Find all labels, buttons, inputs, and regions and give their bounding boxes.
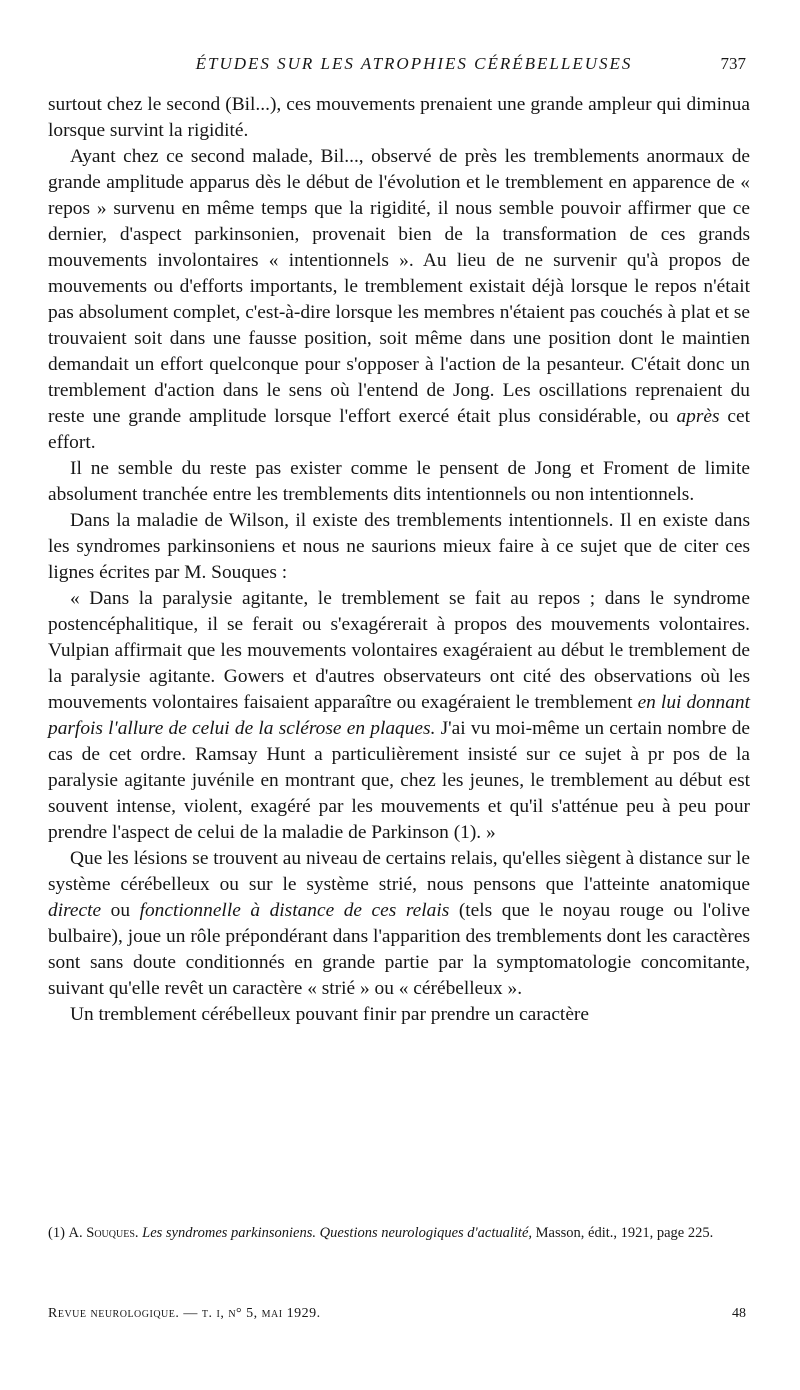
running-title: ÉTUDES SUR LES ATROPHIES CÉRÉBELLEUSES	[195, 54, 633, 73]
footnote-author: A. Souques.	[68, 1225, 139, 1241]
paragraph-6-text-a: Que les lésions se trouvent au niveau de certains relais, qu'elles siègent à distance sur le système cérébelleux ou sur le système strié, nous pensons que l'atteinte anatomique	[48, 848, 750, 895]
paragraph-6-text-b: (tels que le noyau rouge ou l'olive bulbaire), joue un rôle prépondérant dans l'apparition des tremblements dont les caractères sont sans doute conditionnés en grande partie par la symptomatologie concomitante, suivant qu'elle revêt un caractère « strié » ou « cérébelleux ».	[48, 900, 750, 999]
body-text	[48, 92, 750, 1028]
paragraph-2	[48, 144, 750, 456]
footnote-title: Les syndromes parkinsoniens. Questions neurologiques d'actualité,	[142, 1225, 533, 1241]
paragraph-6-emphasis-2: fonctionnelle à distance de ces relais	[139, 900, 450, 921]
paragraph-3: Il ne semble du reste pas exister comme le pensent de Jong et Froment de limite absolument tranchée entre les tremblements dits intentionnels ou non intentionnels.	[48, 458, 750, 505]
page-number: 737	[720, 54, 746, 73]
paragraph-6-mid: ou	[110, 900, 131, 921]
footnote-marker: (1)	[48, 1225, 65, 1241]
paragraph-6-emphasis-1: directe	[48, 900, 102, 921]
footnote	[48, 1224, 750, 1243]
page-header	[48, 54, 750, 78]
quotation-emphasis: en lui donnant parfois l'allure de celui de la sclérose en plaques.	[48, 692, 751, 739]
page-footer	[48, 1306, 750, 1328]
paragraph-1: surtout chez le second (Bil...), ces mouvements prenaient une grande ampleur qui diminua lorsque survint la rigidité.	[48, 94, 750, 141]
paragraph-2-emphasis: après	[676, 406, 720, 427]
paragraph-4: Dans la maladie de Wilson, il existe des tremblements intentionnels. Il en existe dans les syndromes parkinsoniens et nous ne saurions mieux faire à ce sujet que de citer ces lignes écrites par M. Souques :	[48, 510, 750, 583]
footnote-publisher: Masson, édit., 1921, page 225.	[535, 1225, 714, 1241]
quotation-paragraph	[48, 586, 750, 846]
quotation-text-a: « Dans la paralysie agitante, le tremblement se fait au repos ; dans le syndrome postencéphalitique, il se ferait ou s'exagérerait à propos des mouvements volontaires. Vulpian affirmait que les mouvements volontaires exagéraient au début le tremblement de la paralysie agitante. Gowers et d'autres observateurs ont cité des observations où les mouvements volontaires faisaient apparaître ou exagéraient le tremblement	[48, 588, 750, 713]
paragraph-2-end: cet effort.	[48, 406, 750, 453]
paragraph-2-text: Ayant chez ce second malade, Bil..., observé de près les tremblements anormaux de grande amplitude apparus dès le début de l'évolution et le tremblement en apparence de « repos » survenu en même temps que la rigidité, il nous semble pouvoir affirmer que ce dernier, d'aspect parkinsonien, provenait bien de la transformation de ces grands mouvements involontaires « intentionnels ». Au lieu de ne survenir qu'à propos de mouvements ou d'efforts importants, le tremblement existait déjà lorsque le repos n'était pas absolument complet, c'est-à-dire lorsque les membres n'étaient pas couchés à plat et se trouvaient soit dans une fausse position, soit même dans une position dont le maintien demandait un effort quelconque pour s'opposer à l'action de la pesanteur. C'était donc un tremblement d'action dans le sens où l'entend de Jong. Les oscillations reprenaient du reste une grande amplitude lorsque l'effort exercé était plus considérable, ou	[48, 146, 750, 427]
quotation-text-b: J'ai vu moi-même un certain nombre de cas de cet ordre. Ramsay Hunt a particulièrement insisté sur ce sujet à pr pos de la paralysie agitante juvénile en montrant que, chez les jeunes, le tremblement au début est souvent intense, violent, exagéré par les mouvements et qu'il s'atténue peu à peu pour prendre l'aspect de celui de la maladie de Parkinson (1). »	[48, 718, 750, 843]
journal-reference: Revue neurologique. — t. i, n° 5, mai 1929.	[48, 1306, 321, 1321]
sheet-number: 48	[732, 1306, 746, 1321]
paragraph-6	[48, 846, 750, 1002]
paragraph-7: Un tremblement cérébelleux pouvant finir par prendre un caractère	[70, 1004, 589, 1025]
